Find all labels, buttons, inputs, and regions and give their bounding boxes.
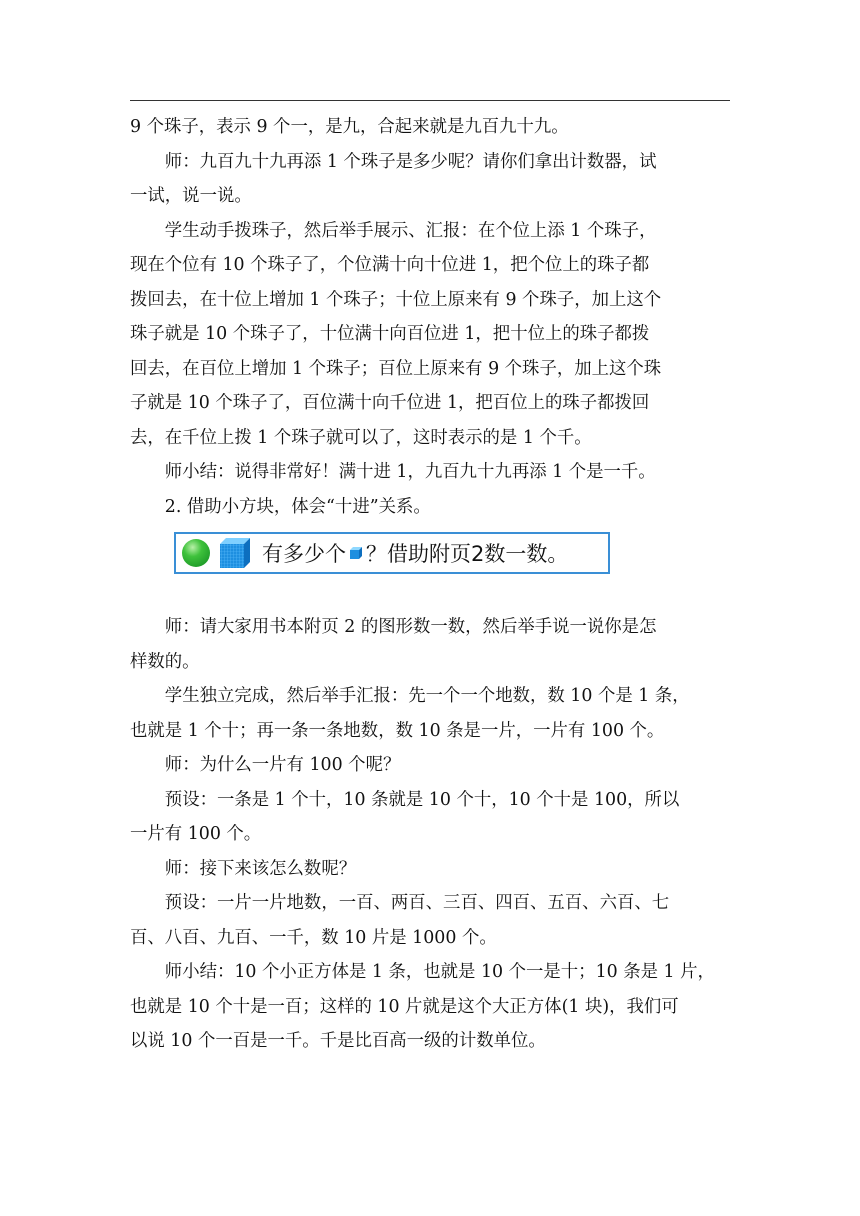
paragraph-line: 师：接下来该怎么数呢？ [164, 858, 357, 879]
paragraph-line: 现在个位有 10 个珠子了，个位满十向十位进 1，把个位上的珠子都 [130, 255, 650, 275]
large-cube-icon [218, 536, 252, 570]
paragraph-line: 子就是 10 个珠子了，百位满十向千位进 1，把百位上的珠子都拨回 [130, 393, 650, 413]
paragraph-p8 [130, 748, 730, 783]
text-block-bottom [130, 610, 730, 1059]
document-body [130, 110, 730, 1059]
paragraph-line: 师：为什么一片有 100 个呢？ [164, 755, 401, 775]
paragraph-line: 百、八百、九百、一千，数 10 片是 1000 个。 [130, 927, 497, 948]
exercise-banner-wrap [130, 524, 730, 588]
paragraph-line: 一试，说一说。 [130, 186, 252, 206]
paragraph-p6 [130, 610, 730, 679]
green-circle-icon [182, 539, 210, 567]
paragraph-line: 以说 10 个一百是一千。千是比百高一级的计数单位。 [130, 1031, 546, 1051]
spacer [130, 588, 730, 610]
paragraph-line: 预设：一条是 1 个十，10 条就是 10 个十，10 个十是 100，所以 [164, 789, 680, 810]
paragraph-p2 [130, 145, 730, 214]
paragraph-line: 学生动手拨珠子，然后举手展示、汇报：在个位上添 1 个珠子， [164, 220, 657, 241]
paragraph-line: 师：请大家用书本附页 2 的图形数一数，然后举手说一说你是怎 [164, 617, 657, 637]
paragraph-line: 9 个珠子，表示 9 个一，是九，合起来就是九百九十九。 [130, 117, 569, 137]
paragraph-p1 [130, 110, 730, 145]
paragraph-line: 珠子就是 10 个珠子了，十位满十向百位进 1，把十位上的珠子都拨 [130, 324, 650, 344]
paragraph-p11 [130, 886, 730, 955]
paragraph-line: 学生独立完成，然后举手汇报：先一个一个地数，数 10 个是 1 条， [164, 686, 690, 706]
paragraph-line: 样数的。 [130, 651, 200, 672]
banner-text-before: 有多少个 [262, 542, 346, 566]
paragraph-p7 [130, 679, 730, 748]
paragraph-p12 [130, 955, 730, 1059]
paragraph-line: 去，在千位上拨 1 个珠子就可以了，这时表示的是 1 个千。 [130, 427, 592, 448]
paragraph-p9 [130, 783, 730, 852]
paragraph-line: 师小结：说得非常好！满十进 1，九百九十九再添 1 个是一千。 [164, 462, 656, 482]
paragraph-p5 [130, 490, 730, 525]
paragraph-p3 [130, 214, 730, 456]
small-cube-icon [349, 546, 363, 560]
paragraph-line: 拨回去，在十位上增加 1 个珠子；十位上原来有 9 个珠子，加上这个 [130, 289, 662, 310]
paragraph-line: 一片有 100 个。 [130, 824, 262, 844]
paragraph-line: 也就是 10 个十是一百；这样的 10 片就是这个大正方体(1 块)，我们可 [130, 996, 679, 1017]
banner-text-after: ？借助附页2数一数。 [366, 542, 569, 566]
text-block-top [130, 110, 730, 524]
exercise-banner [174, 532, 610, 574]
paragraph-line: 也就是 1 个十；再一条一条地数，数 10 条是一片，一片有 100 个。 [130, 720, 665, 741]
paragraph-line: 2. 借助小方块，体会“十进”关系。 [164, 496, 431, 517]
paragraph-p4 [130, 455, 730, 490]
paragraph-line: 师小结：10 个小正方体是 1 条，也就是 10 个一是十；10 条是 1 片， [164, 962, 715, 982]
paragraph-line: 回去，在百位上增加 1 个珠子；百位上原来有 9 个珠子，加上这个珠 [130, 358, 662, 379]
paragraph-p10 [130, 852, 730, 887]
banner-text [262, 538, 568, 568]
header-rule [130, 100, 730, 101]
paragraph-line: 师：九百九十九再添 1 个珠子是多少呢？请你们拿出计数器，试 [164, 151, 657, 172]
paragraph-line: 预设：一片一片地数，一百、两百、三百、四百、五百、六百、七 [164, 893, 670, 913]
